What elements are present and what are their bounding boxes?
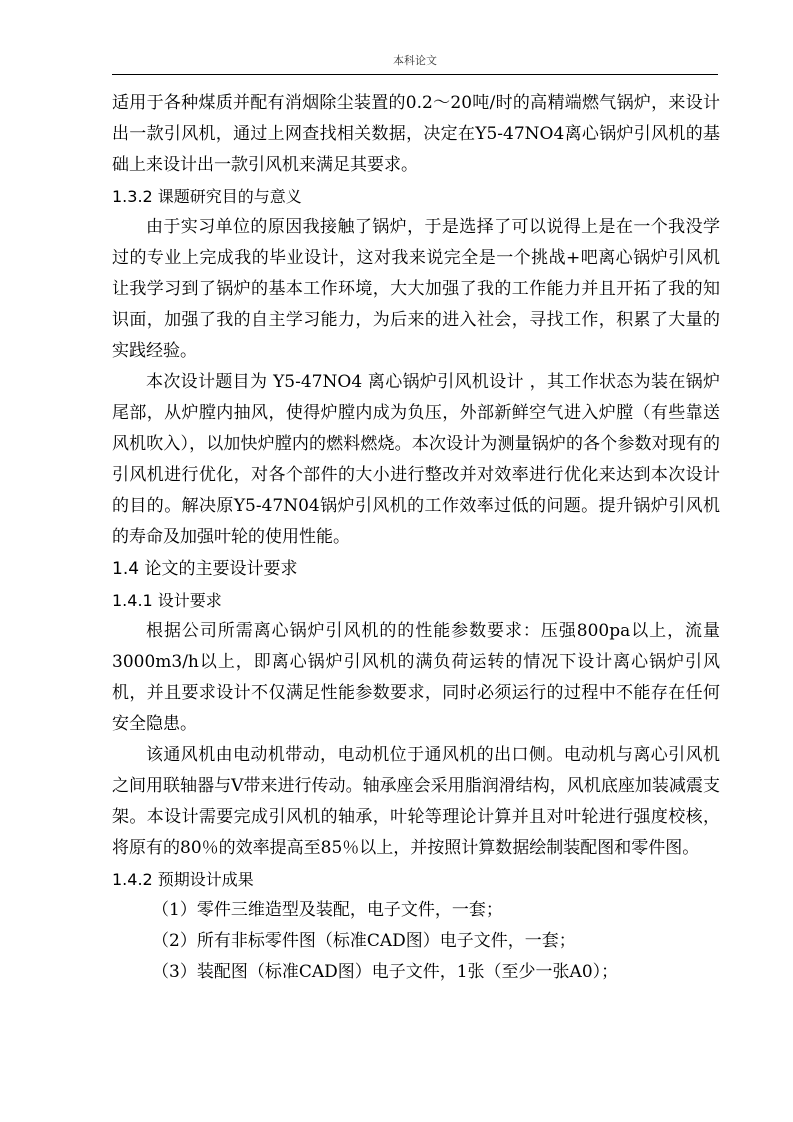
section-heading-1-3-2: 1.3.2 课题研究目的与意义	[112, 187, 302, 206]
paragraph-purpose: 由于实习单位的原因我接触了锅炉，于是选择了可以说得上是在一个我没学过的专业上完成我的毕业设计，这对我来说完全是一个挑战+吧离心锅炉引风机让我学习到了锅炉的基本工作环境，大大加强了我的工作能力并且开拓了我的知识面，加强了我的自主学习能力，为后来的进入社会，寻找工作，积累了大量的实践经验。	[112, 217, 720, 361]
page-header: 本科论文	[393, 54, 437, 67]
paragraph-design-topic: 本次设计题目为 Y5-47NO4 离心锅炉引风机设计 ，其工作状态为装在锅炉尾部，从炉膛内抽风，使得炉膛内成为负压，外部新鲜空气进入炉膛（有些靠送风机吹入），以加快炉膛内的燃料燃烧。本次设计为测量锅炉的各个参数对现有的引风机进行优化，对各个部件的大小进行整改并对效率进行优化来达到本次设计的目的。解决原Y5-47N04锅炉引风机的工作效率过低的问题。提升锅炉引风机的寿命及加强叶轮的使用性能。	[112, 372, 720, 547]
header-rule	[112, 74, 718, 75]
deliverable-item: （1）零件三维造型及装配，电子文件，一套；	[152, 900, 503, 920]
deliverable-item: （2）所有非标零件图（标准CAD图）电子文件，一套；	[152, 931, 576, 951]
section-heading-1-4-1: 1.4.1 设计要求	[112, 591, 222, 610]
deliverable-item: （3）装配图（标准CAD图）电子文件，1张（至少一张A0）；	[152, 962, 619, 982]
section-heading-1-4: 1.4 论文的主要设计要求	[112, 559, 298, 579]
paragraph-intro-continued: 适用于各种煤质并配有消烟除尘装置的0.2～20吨/时的高精端燃气锅炉，来设计出一款引风机，通过上网查找相关数据，决定在Y5-47NO4离心锅炉引风机的基础上来设计出一款引风机来满足其要求。	[112, 93, 720, 175]
paragraph-requirements: 根据公司所需离心锅炉引风机的的性能参数要求：压强800pa以上，流量3000m3/h以上，即离心锅炉引风机的满负荷运转的情况下设计离心锅炉引风机，并且要求设计不仅满足性能参数要求，同时必须运行的过程中不能存在任何安全隐患。	[112, 621, 720, 734]
section-heading-1-4-2: 1.4.2 预期设计成果	[112, 870, 254, 889]
document-body	[112, 88, 720, 988]
paragraph-drive-structure: 该通风机由电动机带动，电动机位于通风机的出口侧。电动机与离心引风机之间用联轴器与V带来进行传动。轴承座会采用脂润滑结构，风机底座加装减震支架。本设计需要完成引风机的轴承，叶轮等理论计算并且对叶轮进行强度校核，将原有的80％的效率提高至85％以上，并按照计算数据绘制装配图和零件图。	[112, 745, 720, 858]
